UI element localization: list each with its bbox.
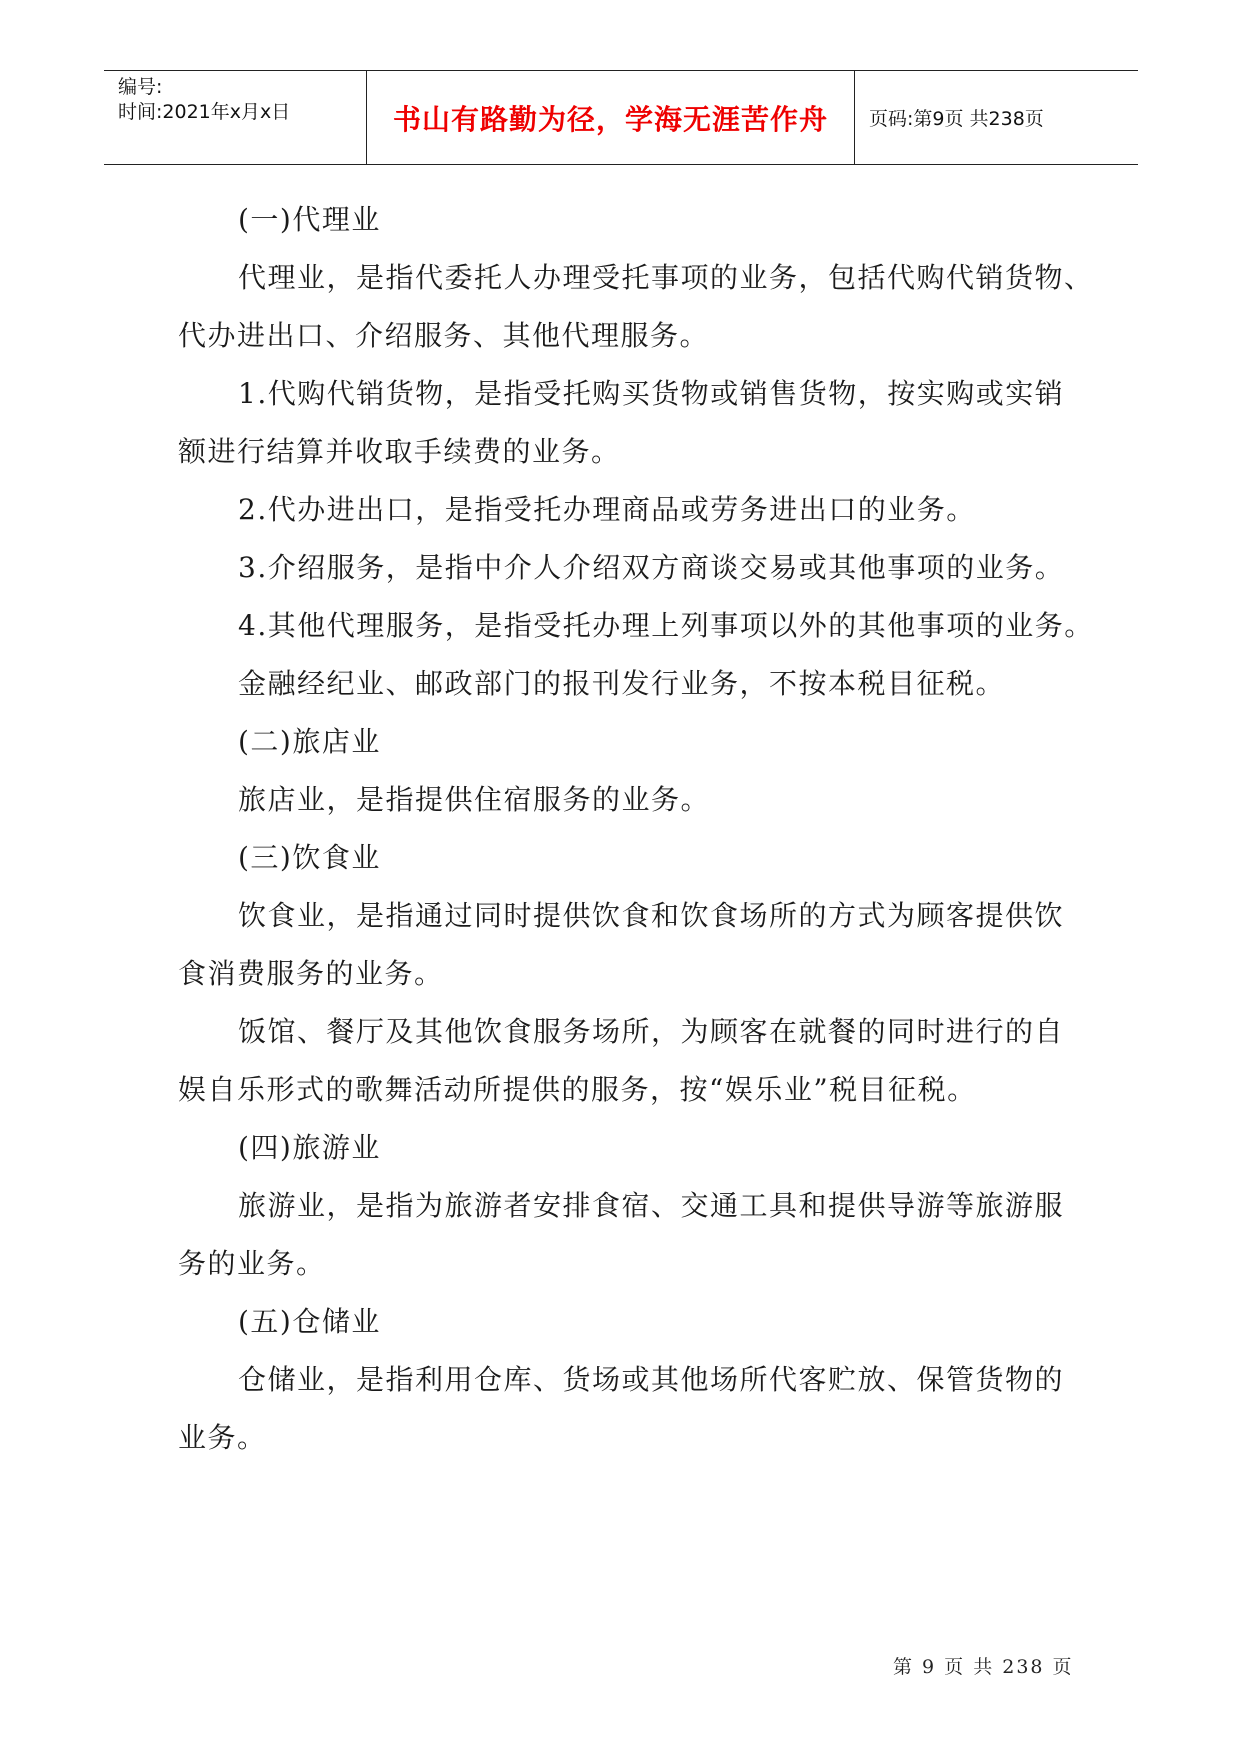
page-footer: 第 9 页 共 238 页 (893, 1656, 1074, 1678)
section-heading: (一)代理业 (238, 203, 381, 236)
paragraph-line: 娱自乐形式的歌舞活动所提供的服务，按“娱乐业”税目征税。 (178, 1073, 977, 1106)
header-meta (104, 71, 367, 164)
paragraph-line: 务的业务。 (178, 1247, 326, 1280)
document-time-label: 时间:2021年x月x日 (118, 101, 291, 123)
header-page-info: 页码:第9页 共238页 (869, 108, 1044, 130)
document-number-label: 编号: (118, 76, 163, 98)
paragraph-line: 食消费服务的业务。 (178, 957, 444, 990)
section-heading: (三)饮食业 (238, 841, 381, 874)
paragraph-line: 旅游业，是指为旅游者安排食宿、交通工具和提供导游等旅游服 (238, 1189, 1065, 1222)
paragraph-line: 代办进出口、介绍服务、其他代理服务。 (178, 319, 710, 352)
paragraph-line: 饮食业，是指通过同时提供饮食和饮食场所的方式为顾客提供饮 (238, 899, 1065, 932)
paragraph-line: 3.介绍服务，是指中介人介绍双方商谈交易或其他事项的业务。 (238, 551, 1065, 584)
paragraph-line: 4.其他代理服务，是指受托办理上列事项以外的其他事项的业务。 (238, 609, 1094, 642)
page-header (104, 70, 1138, 165)
section-heading: (五)仓储业 (238, 1305, 381, 1338)
paragraph-line: 旅店业，是指提供住宿服务的业务。 (238, 783, 711, 816)
paragraph-line: 额进行结算并收取手续费的业务。 (178, 435, 621, 468)
section-heading: (二)旅店业 (238, 725, 381, 758)
section-heading: (四)旅游业 (238, 1131, 381, 1164)
paragraph-line: 饭馆、餐厅及其他饮食服务场所，为顾客在就餐的同时进行的自 (238, 1015, 1065, 1048)
paragraph-line: 1.代购代销货物，是指受托购买货物或销售货物，按实购或实销 (238, 377, 1065, 410)
paragraph-line: 仓储业，是指利用仓库、货场或其他场所代客贮放、保管货物的 (238, 1363, 1065, 1396)
paragraph-line: 金融经纪业、邮政部门的报刊发行业务，不按本税目征税。 (238, 667, 1006, 700)
paragraph-line: 2.代办进出口，是指受托办理商品或劳务进出口的业务。 (238, 493, 976, 526)
paragraph-line: 业务。 (178, 1421, 267, 1454)
paragraph-line: 代理业，是指代委托人办理受托事项的业务，包括代购代销货物、 (238, 261, 1094, 294)
header-slogan: 书山有路勤为径，学海无涯苦作舟 (367, 71, 855, 164)
